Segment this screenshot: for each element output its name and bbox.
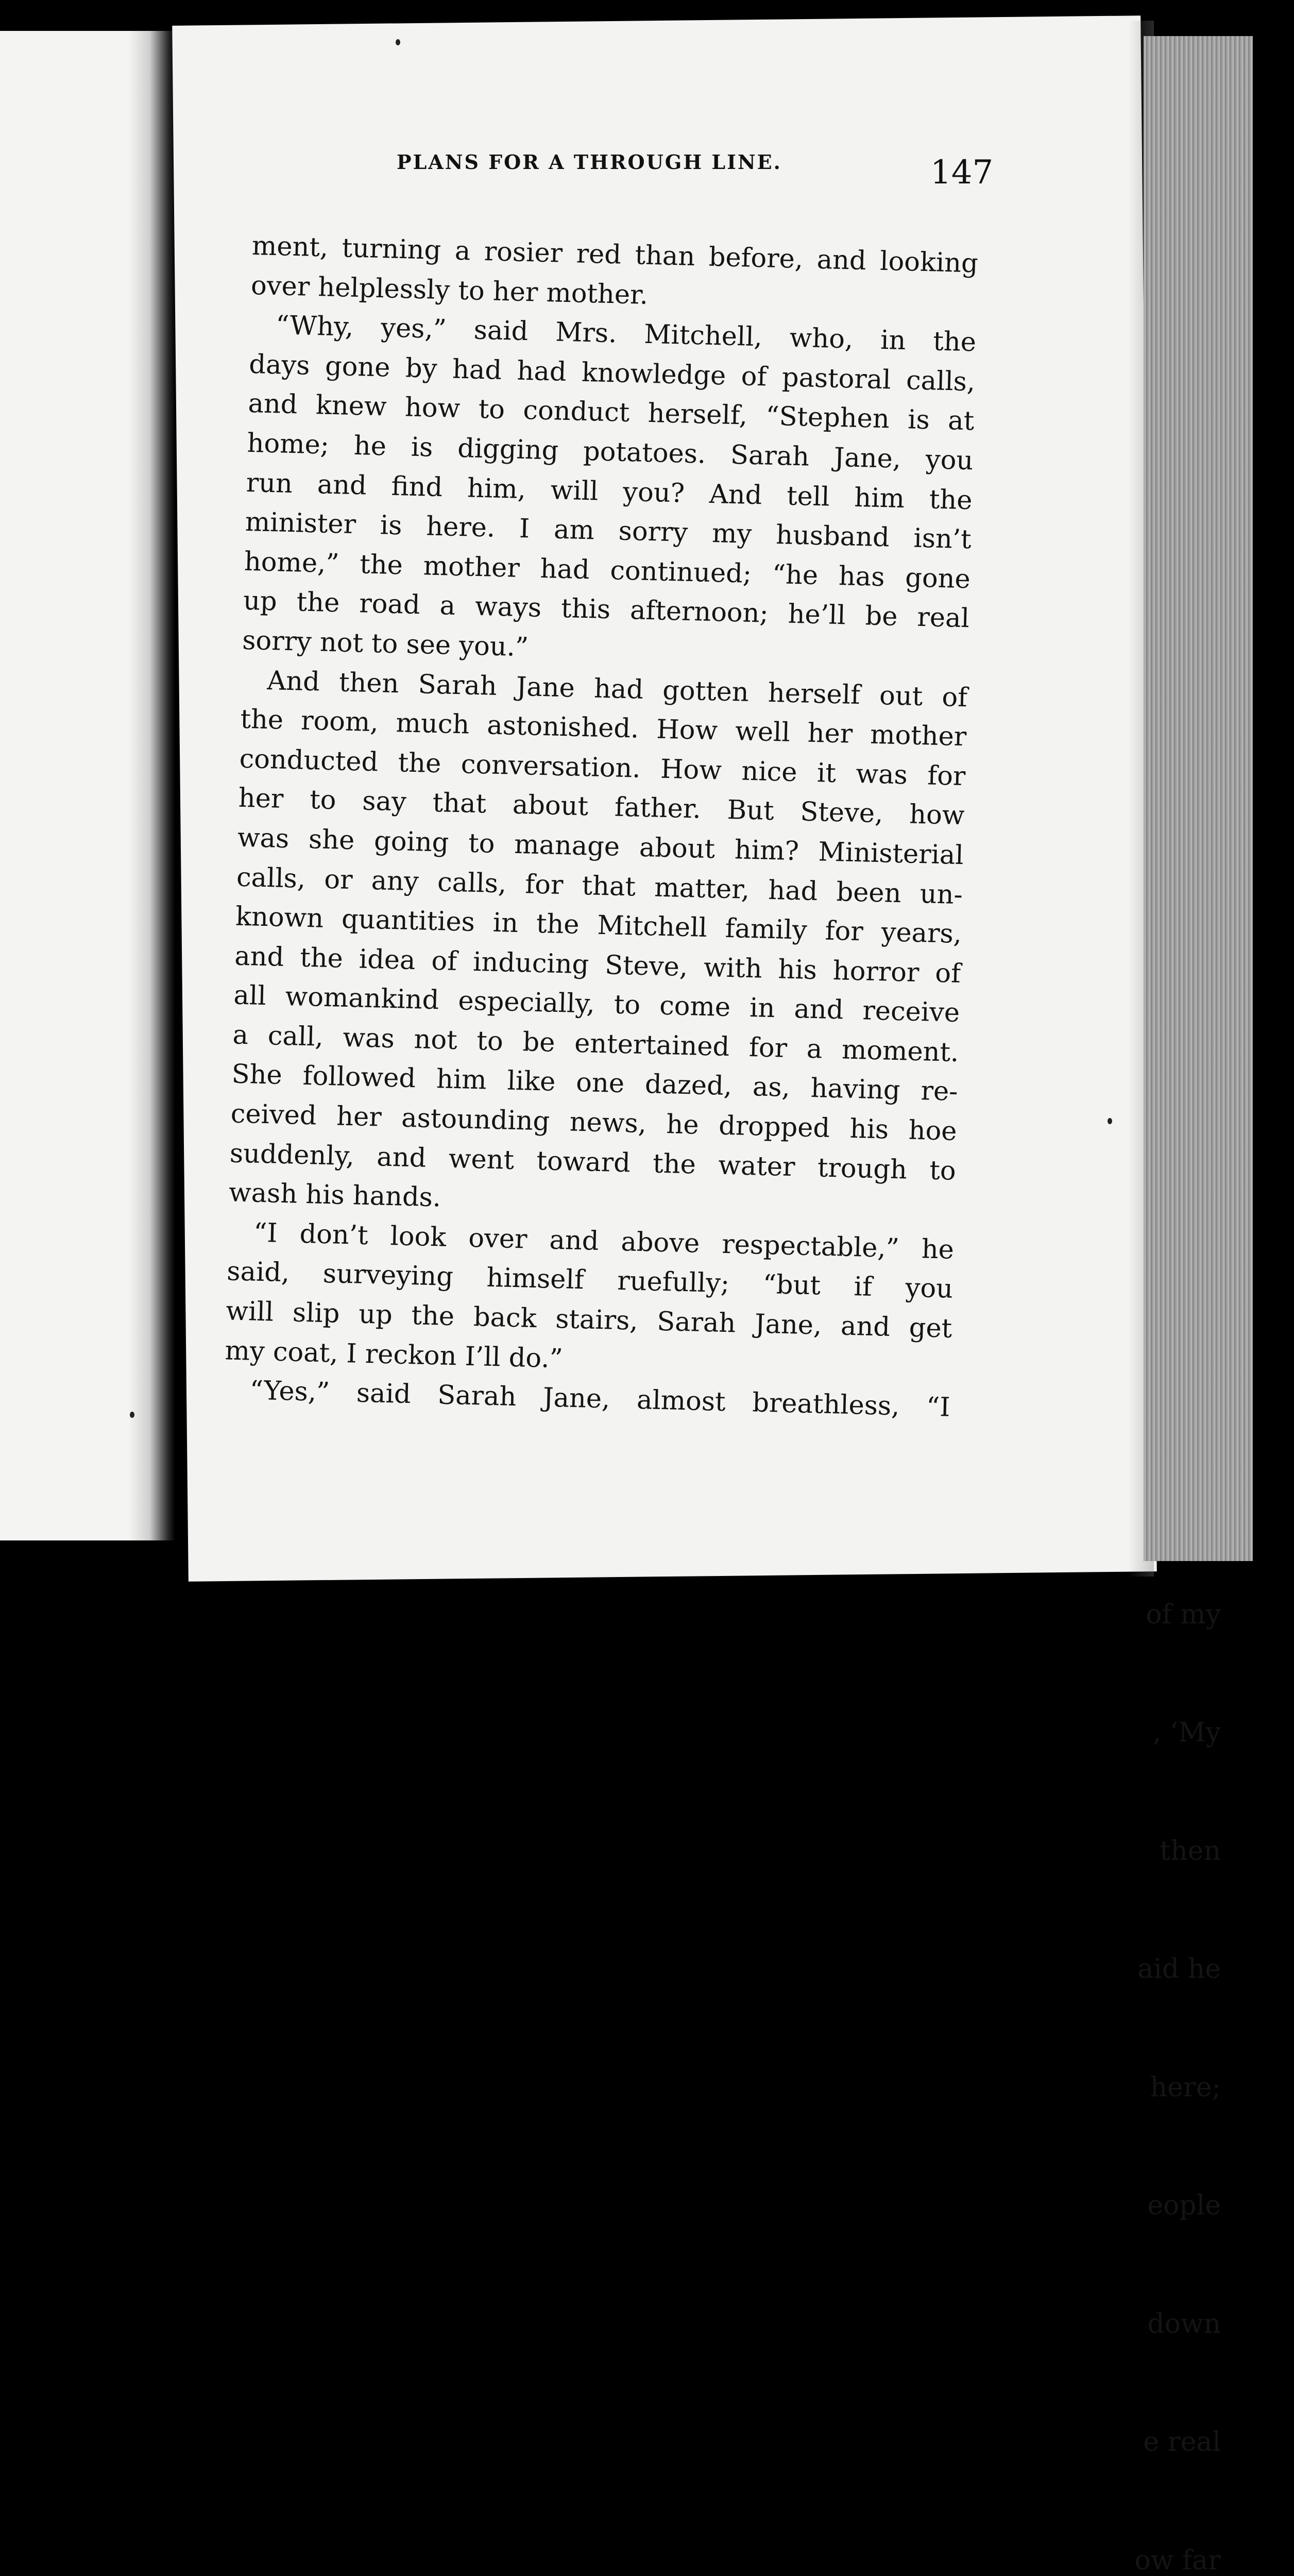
text-line: run and find him, will you? And tell him the (246, 463, 973, 520)
text-line: And then Sarah Jane had gotten herself out of (241, 660, 968, 718)
text-line: home; he is digging potatoes. Sarah Jane, you (247, 424, 974, 481)
text-line: will slip up the back stairs, Sarah Jane, and get (226, 1292, 952, 1349)
text-line: suddenly, and went toward the water trough to (229, 1134, 956, 1191)
text-line: calls, or any calls, for that matter, had been un- (236, 858, 963, 915)
running-head: PLANS FOR A THROUGH LINE. (397, 150, 782, 174)
text-line: minister is here. I am sorry my husband isn’t (245, 503, 972, 560)
text-line: and knew how to conduct herself, “Stephen is at (248, 384, 975, 442)
body-text (224, 227, 979, 1428)
text-line: “Why, yes,” said Mrs. Mitchell, who, in the (249, 306, 976, 363)
text-line: a call, was not to be entertained for a moment. (232, 1015, 959, 1073)
ink-speck (396, 39, 400, 45)
left-line: then (1134, 1832, 1221, 1871)
left-line: , ‘My (1134, 1713, 1221, 1753)
text-line: said, surveying himself ruefully; “but if you (226, 1252, 953, 1310)
text-line: the room, much astonished. How well her mother (240, 700, 967, 757)
page-block-edges (1144, 36, 1253, 1561)
text-line: all womankind especially, to come in and receive (233, 976, 960, 1033)
ink-speck (130, 1412, 134, 1418)
text-line: wash his hands. (228, 1174, 955, 1231)
left-line: eople (1134, 2186, 1221, 2226)
text-line: over helplessly to her mother. (250, 266, 977, 324)
left-line: e real (1134, 2422, 1221, 2462)
text-line: sorry not to see you.” (242, 621, 968, 679)
text-line: “I don’t look over and above respectable,” he (227, 1213, 954, 1270)
page-number: 147 (930, 154, 993, 192)
text-line: my coat, I reckon I’ll do.” (225, 1331, 951, 1388)
text-line: She followed him like one dazed, as, having re- (231, 1055, 958, 1112)
text-line: home,” the mother had continued; “he has gone (244, 543, 970, 600)
text-line: days gone by had had knowledge of pastoral calls, (249, 345, 976, 402)
left-line: down (1134, 2304, 1221, 2344)
left-line: ow far (1134, 2541, 1221, 2576)
text-line: her to say that about father. But Steve, how (238, 779, 965, 836)
text-line: conducted the conversation. How nice it was for (239, 739, 966, 796)
text-line: ceived her astounding news, he dropped his hoe (230, 1095, 957, 1152)
text-line: up the road a ways this afternoon; he’ll be real (243, 582, 969, 639)
left-line: aid he (1134, 1950, 1221, 1989)
text-line: “Yes,” said Sarah Jane, almost breathless, “I (224, 1371, 950, 1428)
text-line: was she going to manage about him? Ministerial (237, 819, 964, 876)
text-line: ment, turning a rosier red than before, and looking (251, 227, 978, 284)
ink-speck (1108, 1118, 1112, 1124)
left-line: of my (1134, 1595, 1221, 1635)
text-line: and the idea of inducing Steve, with his horror of (234, 937, 961, 994)
book-gutter (129, 31, 175, 1540)
left-line: here; (1134, 2068, 1221, 2108)
left-page (0, 31, 147, 1540)
text-line: known quantities in the Mitchell family for years, (235, 897, 962, 955)
